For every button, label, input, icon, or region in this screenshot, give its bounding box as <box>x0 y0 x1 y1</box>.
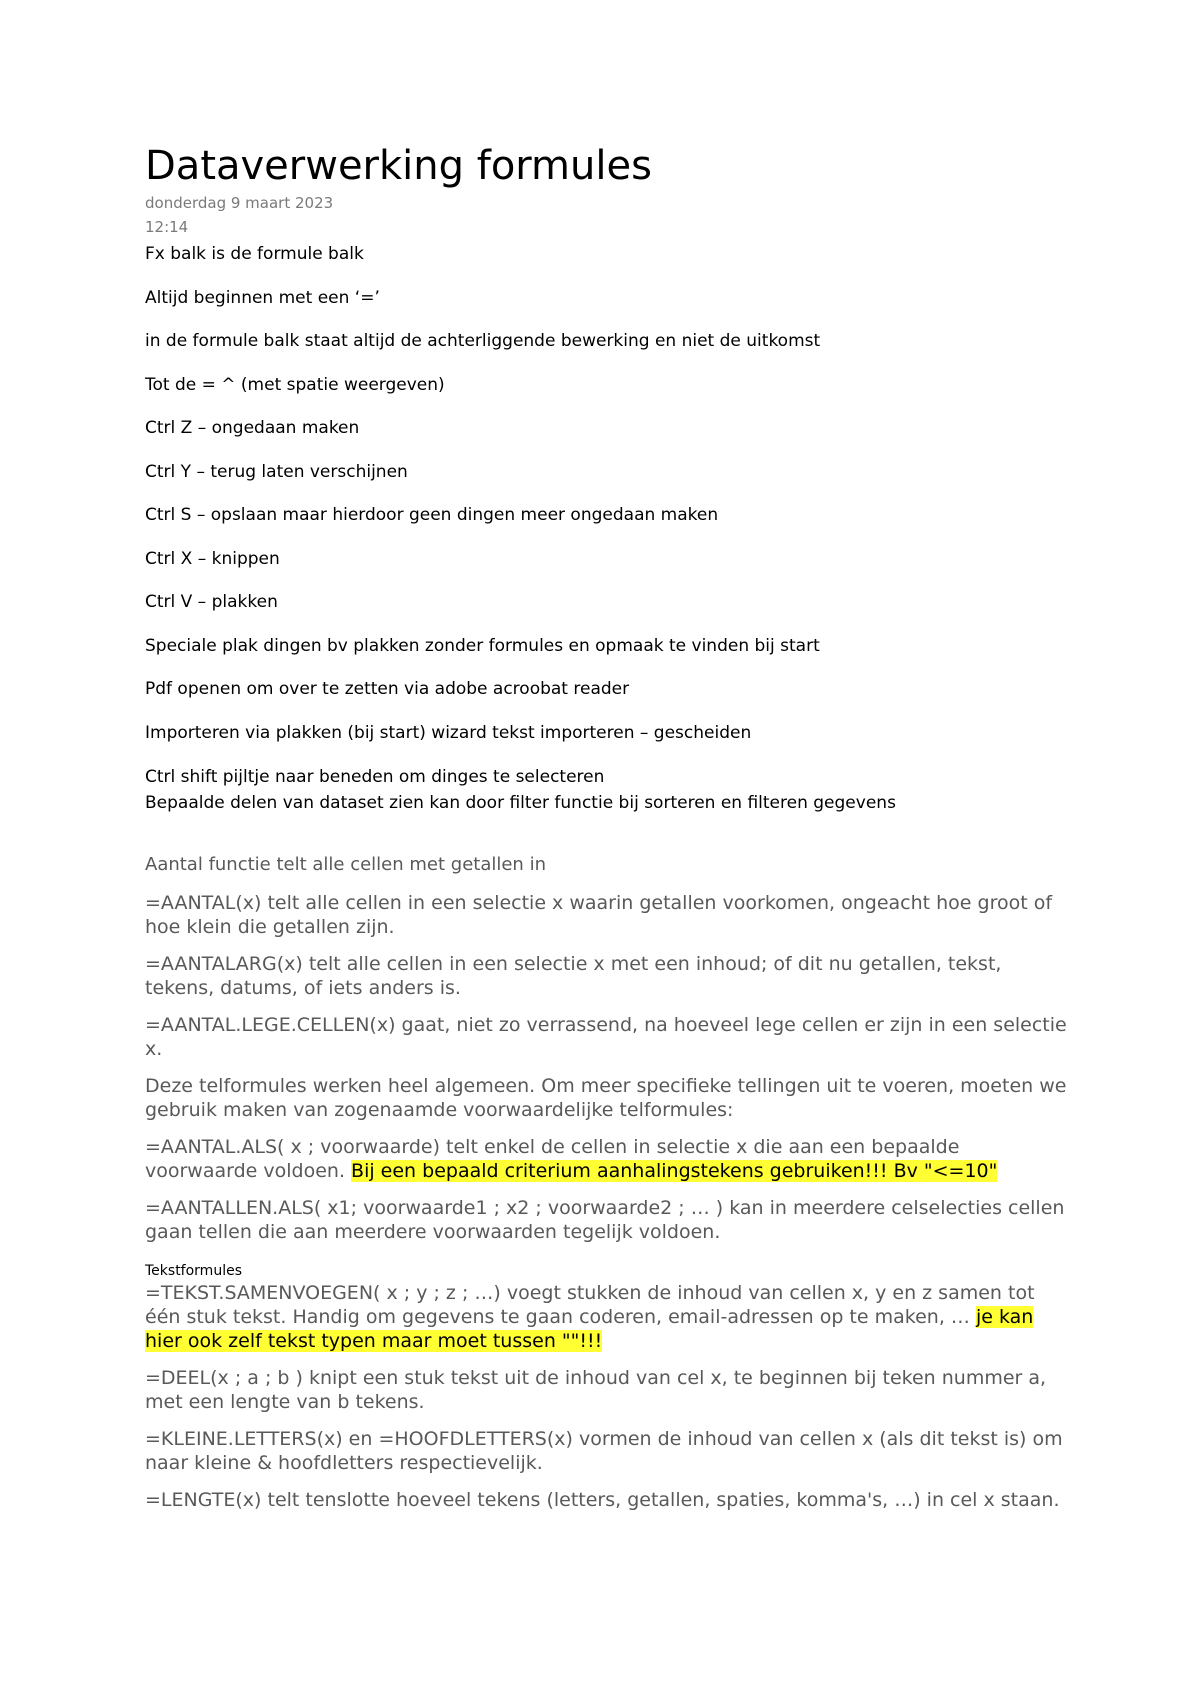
note-line: Ctrl V – plakken <box>145 592 278 612</box>
tekst-samenvoegen-text: =TEKST.SAMENVOEGEN( x ; y ; z ; …) voegt stukken de inhoud van cellen x, y en z samen tot één stuk tekst. Handig om gegevens te gaan coderen, email-adressen op te maken, … <box>145 1282 1035 1328</box>
highlight-tekst-typen: je kan hier ook zelf tekst typen maar moet tussen ""!!! <box>145 1306 1034 1352</box>
note-line: Ctrl shift pijltje naar beneden om dinges te selecteren <box>145 767 605 787</box>
note-line: in de formule balk staat altijd de achterliggende bewerking en niet de uitkomst <box>145 331 821 351</box>
note-line: Speciale plak dingen bv plakken zonder formules en opmaak te vinden bij start <box>145 636 820 656</box>
letters-paragraph: =KLEINE.LETTERS(x) en =HOOFDLETTERS(x) vormen de inhoud van cellen x (als dit tekst is) om naar kleine & hoofdletters respectievelijk. <box>145 1428 1063 1474</box>
aantal-lege-cellen-paragraph: =AANTAL.LEGE.CELLEN(x) gaat, niet zo verrassend, na hoeveel lege cellen er zijn in een selectie x. <box>145 1014 1067 1060</box>
tekstformules-heading: Tekstformules <box>145 1263 242 1279</box>
deel-paragraph: =DEEL(x ; a ; b ) knipt een stuk tekst uit de inhoud van cel x, te beginnen bij teken nummer a, met een lengte van b tekens. <box>145 1367 1047 1413</box>
note-line: Importeren via plakken (bij start) wizard tekst importeren – gescheiden <box>145 723 752 743</box>
aantalarg-paragraph: =AANTALARG(x) telt alle cellen in een selectie x met een inhoud; of dit nu getallen, tekst, tekens, datums, of iets anders is. <box>145 953 1002 999</box>
aantal-intro: Aantal functie telt alle cellen met getallen in <box>145 854 546 875</box>
page-title: Dataverwerking formules <box>145 143 652 189</box>
aantal-paragraph: =AANTAL(x) telt alle cellen in een selectie x waarin getallen voorkomen, ongeacht hoe groot of hoe klein die getallen zijn. <box>145 892 1053 938</box>
note-line: Bepaalde delen van dataset zien kan door filter functie bij sorteren en filteren gegevens <box>145 793 896 813</box>
note-line: Ctrl S – opslaan maar hierdoor geen dingen meer ongedaan maken <box>145 505 719 525</box>
note-time: 12:14 <box>145 218 189 236</box>
note-line: Ctrl X – knippen <box>145 549 280 569</box>
aantal-als-text: =AANTAL.ALS( x ; voorwaarde) telt enkel de cellen in selectie x die aan een bepaalde voorwaarde voldoen. <box>145 1136 960 1182</box>
note-date: donderdag 9 maart 2023 <box>145 194 334 212</box>
note-line: Tot de = ^ (met spatie weergeven) <box>145 375 445 395</box>
tekst-samenvoegen-paragraph <box>145 1281 1075 1353</box>
highlight-criterium: Bij een bepaald criterium aanhalingstekens gebruiken!!! Bv "<=10" <box>351 1160 998 1182</box>
note-line: Ctrl Y – terug laten verschijnen <box>145 462 408 482</box>
note-line: Altijd beginnen met een ‘=’ <box>145 288 380 308</box>
aantal-als-paragraph <box>145 1135 1075 1183</box>
aantallen-als-paragraph: =AANTALLEN.ALS( x1; voorwaarde1 ; x2 ; voorwaarde2 ; … ) kan in meerdere celselecties cellen gaan tellen die aan meerdere voorwaarden tegelijk voldoen. <box>145 1197 1065 1243</box>
note-line: Ctrl Z – ongedaan maken <box>145 418 360 438</box>
telformules-paragraph: Deze telformules werken heel algemeen. Om meer specifieke tellingen uit te voeren, moeten we gebruik maken van zogenaamde voorwaardelijke telformules: <box>145 1075 1067 1121</box>
note-line: Fx balk is de formule balk <box>145 244 364 264</box>
note-line: Pdf openen om over te zetten via adobe acroobat reader <box>145 679 630 699</box>
lengte-paragraph: =LENGTE(x) telt tenslotte hoeveel tekens (letters, getallen, spaties, komma's, …) in cel x staan. <box>145 1489 1060 1511</box>
